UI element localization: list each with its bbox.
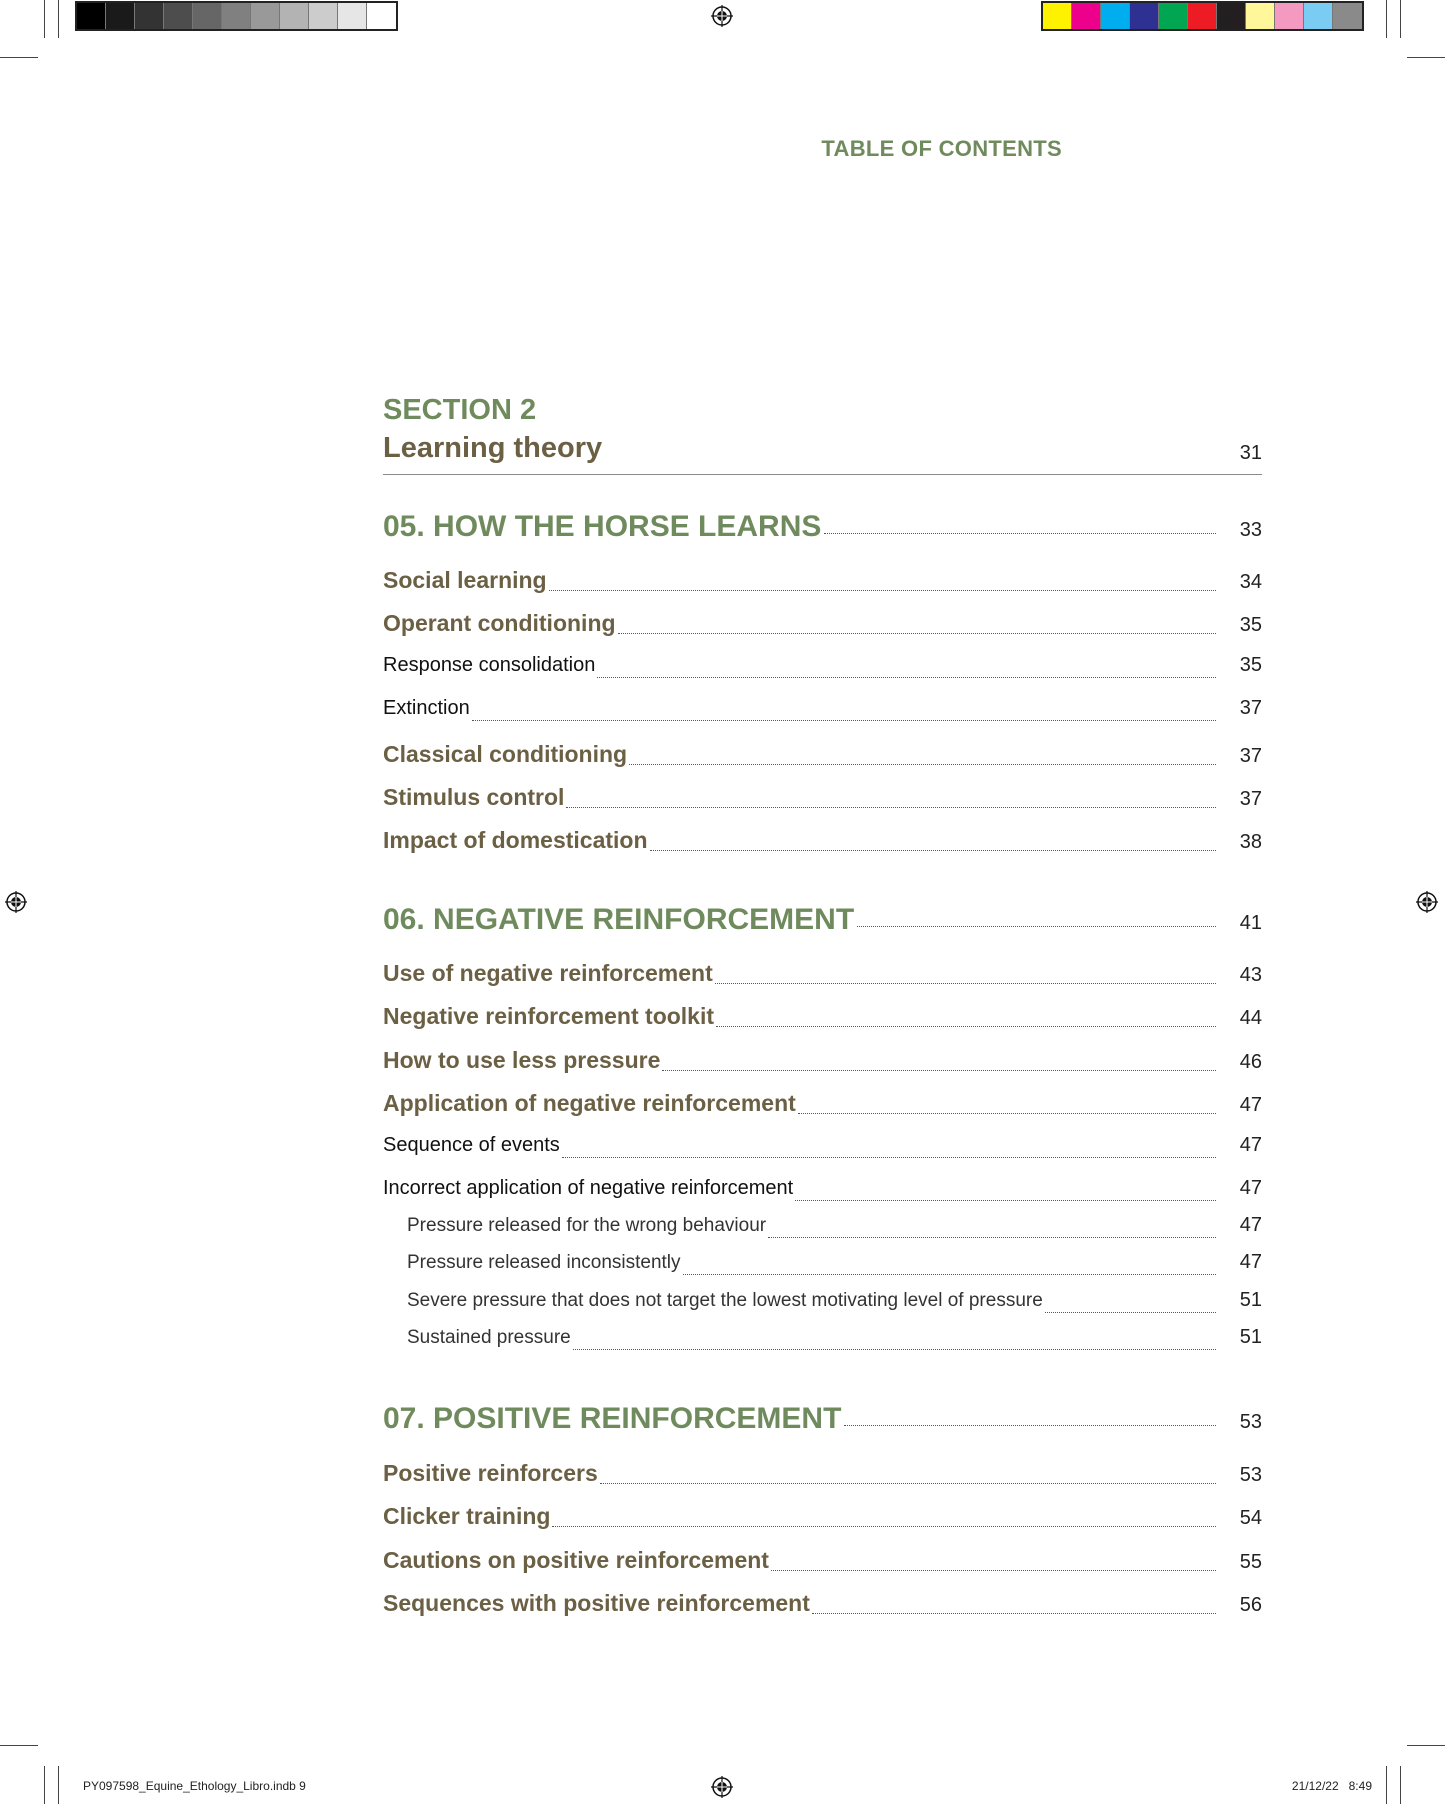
toc-entry[interactable] — [383, 1289, 1262, 1323]
dot-leader — [600, 1483, 1216, 1484]
color-swatch — [1072, 3, 1101, 29]
dot-leader — [798, 1113, 1216, 1114]
toc-entry-title: Impact of domestication — [383, 827, 648, 853]
toc-entry-page-number: 53 — [1239, 1464, 1262, 1486]
dot-leader — [683, 1274, 1216, 1275]
dot-leader — [824, 533, 1216, 534]
toc-entry[interactable] — [383, 1003, 1262, 1037]
toc-entry-title: Severe pressure that does not target the lowest motivating level of pressure — [407, 1290, 1043, 1311]
section-page-number: 31 — [1239, 442, 1262, 464]
toc-entry-page-number: 41 — [1239, 912, 1262, 934]
registration-mark-icon — [711, 5, 733, 27]
toc-entry-title: Sequence of events — [383, 1134, 560, 1156]
chapter-title-wrap — [383, 510, 822, 544]
toc-entry[interactable] — [383, 1047, 1262, 1081]
color-swatch — [1304, 3, 1333, 29]
registration-mark-icon — [5, 891, 27, 913]
toc-entry[interactable] — [383, 1177, 1262, 1211]
toc-entry[interactable] — [383, 1590, 1262, 1624]
dot-leader — [629, 764, 1216, 765]
toc-entry-title: Pressure released for the wrong behaviour — [407, 1215, 767, 1236]
toc-entry-page-number: 53 — [1239, 1411, 1262, 1433]
crop-mark — [1400, 0, 1401, 38]
chapter-title-wrap — [383, 903, 855, 937]
color-swatch — [1333, 3, 1362, 29]
dot-leader — [573, 1349, 1216, 1350]
toc-entry[interactable] — [383, 827, 1262, 861]
dot-leader — [768, 1237, 1216, 1238]
dot-leader — [650, 850, 1216, 851]
color-swatch — [338, 3, 367, 29]
toc-entry-title: Clicker training — [383, 1503, 551, 1529]
registration-mark-icon — [1416, 891, 1438, 913]
toc-entry-page-number: 37 — [1239, 745, 1262, 767]
section-label: SECTION 2 — [383, 394, 537, 426]
toc-entry-page-number: 47 — [1239, 1134, 1262, 1156]
toc-entry[interactable] — [383, 1503, 1262, 1537]
toc-entry-title: Positive reinforcers — [383, 1460, 598, 1486]
color-swatch — [1159, 3, 1188, 29]
toc-entry[interactable] — [383, 1460, 1262, 1494]
dot-leader — [715, 983, 1216, 984]
toc-entry[interactable] — [383, 1251, 1262, 1285]
color-swatch — [193, 3, 222, 29]
dot-leader — [597, 677, 1216, 678]
dot-leader — [716, 1026, 1216, 1027]
color-swatch — [1275, 3, 1304, 29]
color-swatch — [1130, 3, 1159, 29]
color-swatch — [309, 3, 338, 29]
crop-mark — [0, 1745, 38, 1746]
dot-leader — [812, 1613, 1216, 1614]
toc-entry-page-number: 46 — [1239, 1051, 1262, 1073]
toc-entry-title: Application of negative reinforcement — [383, 1090, 796, 1116]
crop-mark — [58, 0, 59, 38]
dot-leader — [618, 633, 1216, 634]
toc-entry[interactable] — [383, 1214, 1262, 1248]
toc-entry-page-number: 35 — [1239, 614, 1262, 636]
dot-leader — [857, 926, 1216, 927]
registration-mark-icon — [711, 1776, 733, 1798]
toc-entry-page-number: 43 — [1239, 964, 1262, 986]
toc-entry-title: Use of negative reinforcement — [383, 960, 713, 986]
crop-mark — [1407, 57, 1445, 58]
crop-mark — [44, 0, 45, 38]
crop-mark — [44, 1766, 45, 1804]
dot-leader — [1045, 1312, 1216, 1313]
color-swatch — [1217, 3, 1246, 29]
toc-entry-title: Sustained pressure — [407, 1327, 571, 1348]
crop-mark — [1386, 1766, 1387, 1804]
slug-file-name: PY097598_Equine_Ethology_Libro.indb 9 — [83, 1779, 306, 1793]
process-color-bar — [1041, 1, 1364, 31]
toc-entry-title: 07. POSITIVE REINFORCEMENT — [383, 1402, 842, 1435]
dot-leader — [771, 1570, 1216, 1571]
toc-entry-page-number: 56 — [1239, 1594, 1262, 1616]
toc-entry[interactable] — [383, 960, 1262, 994]
toc-entry-title: Response consolidation — [383, 654, 596, 676]
color-swatch — [1246, 3, 1275, 29]
toc-entry-page-number: 55 — [1239, 1551, 1262, 1573]
toc-entry[interactable] — [383, 1134, 1262, 1168]
toc-entry-title: How to use less pressure — [383, 1047, 661, 1073]
toc-entry-page-number: 47 — [1239, 1177, 1262, 1199]
toc-entry-page-number: 51 — [1239, 1289, 1262, 1311]
crop-mark — [0, 57, 38, 58]
toc-entry[interactable] — [383, 697, 1262, 731]
toc-entry-page-number: 33 — [1239, 519, 1262, 541]
crop-mark — [1407, 1745, 1445, 1746]
toc-entry-page-number: 38 — [1239, 831, 1262, 853]
toc-entry-title: 06. NEGATIVE REINFORCEMENT — [383, 903, 855, 936]
toc-entry-page-number: 35 — [1239, 654, 1262, 676]
color-swatch — [77, 3, 106, 29]
color-swatch — [1101, 3, 1130, 29]
color-swatch — [164, 3, 193, 29]
toc-entry[interactable] — [383, 1090, 1262, 1124]
toc-entry-title: Extinction — [383, 697, 470, 719]
chapter-title-wrap — [383, 1402, 842, 1436]
crop-mark — [58, 1766, 59, 1804]
toc-entry-title: Sequences with positive reinforcement — [383, 1590, 810, 1616]
toc-entry-page-number: 47 — [1239, 1214, 1262, 1236]
color-swatch — [251, 3, 280, 29]
chapter-heading[interactable] — [383, 510, 1262, 544]
dot-leader — [552, 1526, 1216, 1527]
crop-mark — [1400, 1766, 1401, 1804]
toc-entry-page-number: 47 — [1239, 1251, 1262, 1273]
toc-entry-title: Stimulus control — [383, 784, 565, 810]
toc-entry-title: Cautions on positive reinforcement — [383, 1547, 769, 1573]
toc-entry-title: Operant conditioning — [383, 610, 616, 636]
toc-entry-page-number: 54 — [1239, 1507, 1262, 1529]
toc-entry[interactable] — [383, 567, 1262, 601]
toc-entry-page-number: 51 — [1239, 1326, 1262, 1348]
toc-entry-title: Negative reinforcement toolkit — [383, 1003, 715, 1029]
toc-entry[interactable] — [383, 610, 1262, 644]
toc-entry[interactable] — [383, 654, 1262, 688]
toc-entry-title: Pressure released inconsistently — [407, 1252, 681, 1273]
toc-entry-title: 05. HOW THE HORSE LEARNS — [383, 510, 822, 543]
color-swatch — [222, 3, 251, 29]
section-heading-row[interactable] — [383, 430, 1262, 475]
toc-entry-title: Social learning — [383, 567, 547, 593]
toc-entry-page-number: 37 — [1239, 788, 1262, 810]
toc-entry-title: Incorrect application of negative reinforcement — [383, 1177, 794, 1199]
chapter-heading[interactable] — [383, 903, 1262, 937]
toc-entry-page-number: 34 — [1239, 571, 1262, 593]
toc-entry-page-number: 37 — [1239, 697, 1262, 719]
dot-leader — [472, 720, 1216, 721]
color-swatch — [1043, 3, 1072, 29]
dot-leader — [562, 1157, 1216, 1158]
toc-entry-page-number: 47 — [1239, 1094, 1262, 1116]
toc-entry-title: Classical conditioning — [383, 741, 628, 767]
crop-mark — [1386, 0, 1387, 38]
toc-entry[interactable] — [383, 784, 1262, 818]
chapter-heading[interactable] — [383, 1402, 1262, 1436]
color-swatch — [367, 3, 396, 29]
page-title: TABLE OF CONTENTS — [821, 136, 1062, 161]
color-swatch — [106, 3, 135, 29]
section-title: Learning theory — [383, 432, 603, 464]
color-swatch — [280, 3, 309, 29]
dot-leader — [566, 807, 1216, 808]
toc-entry[interactable] — [383, 1547, 1262, 1581]
dot-leader — [795, 1200, 1216, 1201]
toc-entry[interactable] — [383, 1326, 1262, 1360]
slug-date: 21/12/22 8:49 — [1291, 1779, 1372, 1793]
dot-leader — [549, 590, 1216, 591]
gray-color-bar — [75, 1, 398, 31]
toc-entry-page-number: 44 — [1239, 1007, 1262, 1029]
dot-leader — [662, 1070, 1216, 1071]
dot-leader — [844, 1425, 1216, 1426]
toc-entry[interactable] — [383, 741, 1262, 775]
color-swatch — [135, 3, 164, 29]
color-swatch — [1188, 3, 1217, 29]
